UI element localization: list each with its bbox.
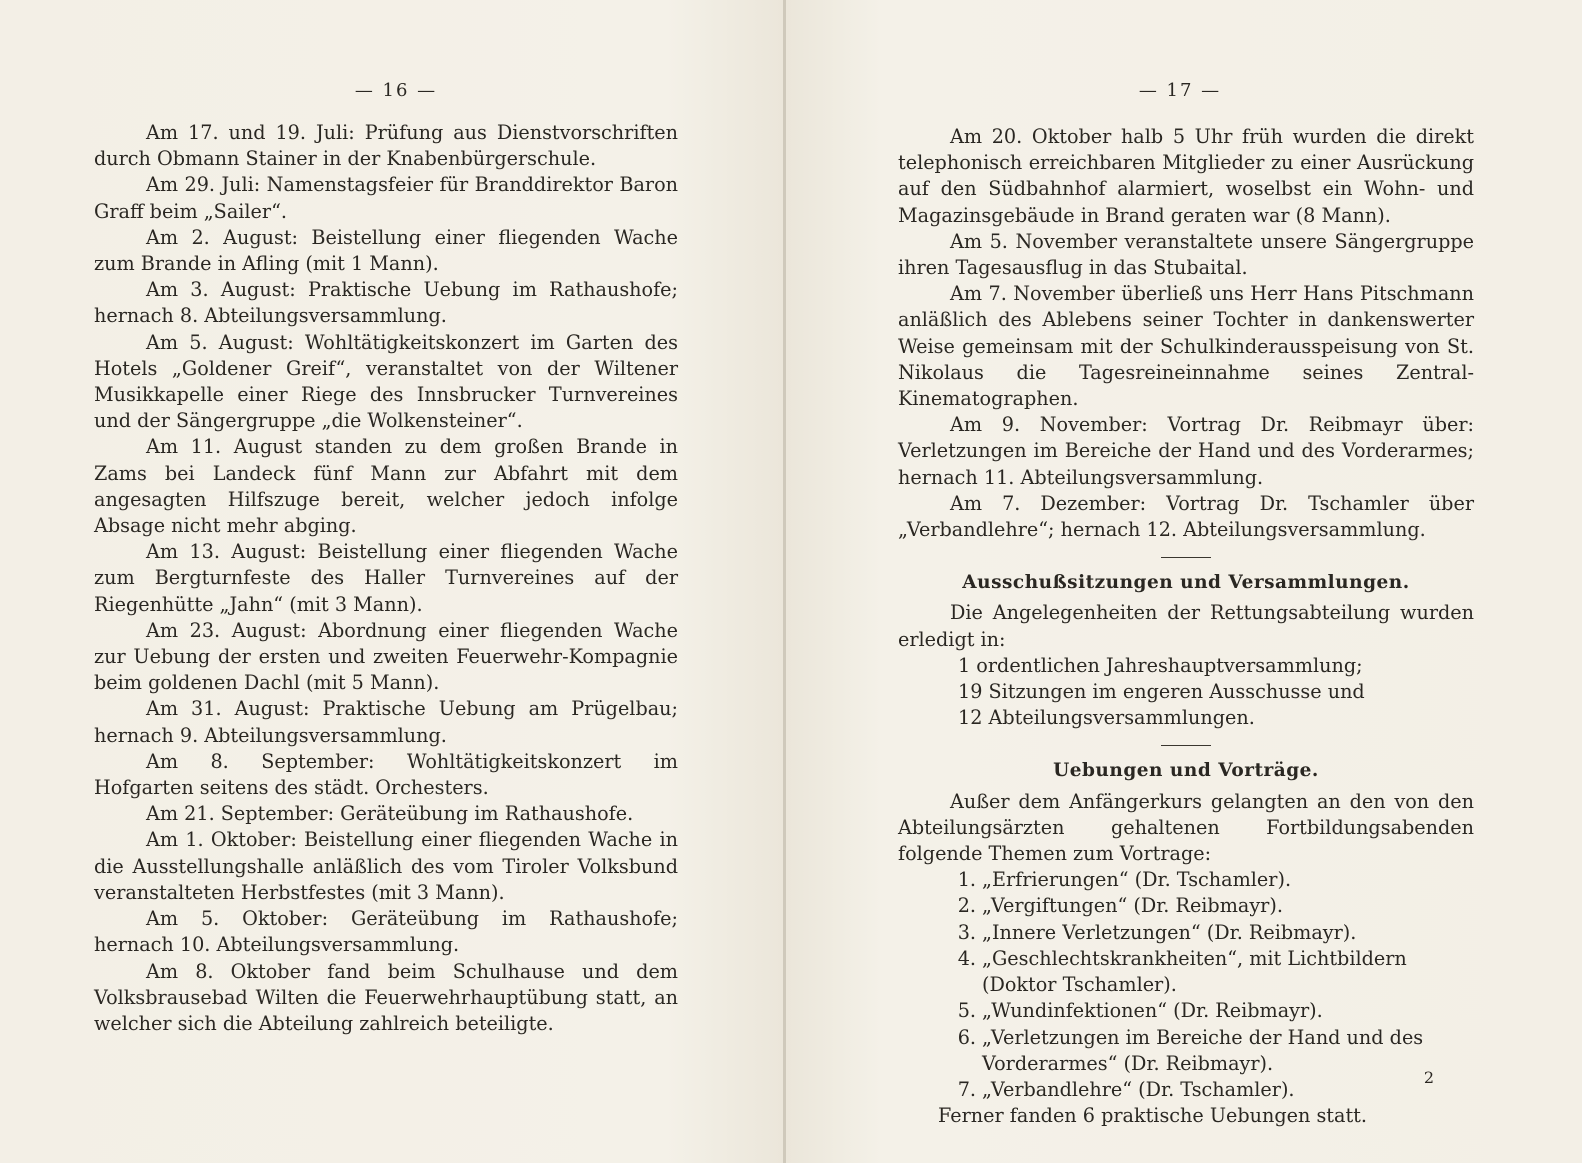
list-text: „Wundinfektionen“ (Dr. Reibmayr). (982, 999, 1323, 1023)
section-heading: Uebungen und Vorträge. (1053, 760, 1319, 782)
paragraph: Am 31. August: Praktische Uebung am Prügelbau; hernach 9. Abteilungsversammlung. (94, 697, 678, 747)
page-number-left: — 16 — (354, 80, 438, 101)
paragraph: Am 29. Juli: Namenstagsfeier für Branddirektor Baron Graff beim „Sailer“. (94, 173, 678, 223)
paragraph: Am 2. August: Beistellung einer fliegenden Wache zum Brande in Afling (mit 1 Mann). (94, 225, 678, 276)
section-divider (1161, 557, 1211, 558)
list-item: 19 Sitzungen im engeren Ausschusse und (958, 680, 1365, 704)
signature-mark: 2 (1423, 1068, 1434, 1087)
right-page (786, 0, 1582, 1163)
list-number: 7. (957, 1077, 976, 1101)
list-number: 5. (957, 999, 976, 1023)
paragraph: Am 8. Oktober fand beim Schulhause und dem Volksbrausebad Wilten die Feuerwehrhauptübung statt, an welcher sich die Abteilung zahlreich beteiligte. (94, 959, 678, 1035)
section-intro: Die Angelegenheiten der Rettungsabteilung wurden erledigt in: (898, 601, 1474, 651)
list-number: 2. (957, 894, 976, 918)
paragraph: Am 17. und 19. Juli: Prüfung aus Dienstvorschriften durch Obmann Stainer in der Knabenbürgerschule. (94, 121, 678, 171)
left-page-text (94, 120, 678, 1037)
list-text: „Verbandlehre“ (Dr. Tschamler). (982, 1077, 1295, 1101)
paragraph: Am 8. September: Wohltätigkeitskonzert im Hofgarten seitens des städt. Orchesters. (94, 749, 678, 800)
list-text: „Vergiftungen“ (Dr. Reibmayr). (982, 894, 1283, 918)
paragraph: Am 23. August: Abordnung einer fliegenden Wache zur Uebung der ersten und zweiten Feuerwehr-Kompagnie beim goldenen Dachl (mit 5 Mann). (94, 618, 678, 695)
list-item (898, 1025, 1474, 1077)
list-item (898, 1077, 1474, 1103)
closing-line: Ferner fanden 6 praktische Uebungen statt. (938, 1104, 1367, 1128)
list-text: „Erfrierungen“ (Dr. Tschamler). (982, 868, 1292, 892)
meetings-list (898, 653, 1474, 732)
list-item (898, 893, 1474, 919)
paragraph: Am 5. August: Wohltätigkeitskonzert im Garten des Hotels „Goldener Greif“, veranstaltet von der Wiltener Musikkapelle einer Riege des Innsbrucker Turnvereines und der Sängergruppe „die Wolkensteiner“. (94, 330, 678, 433)
right-page-text (898, 124, 1474, 1129)
section-heading: Ausschußsitzungen und Versammlungen. (962, 572, 1410, 594)
paragraph: Am 7. Dezember: Vortrag Dr. Tschamler über „Verbandlehre“; hernach 12. Abteilungsversammlung. (898, 491, 1474, 542)
paragraph: Am 20. Oktober halb 5 Uhr früh wurden die direkt telephonisch erreichbaren Mitglieder zu einer Ausrückung auf den Südbahnhof alarmiert, woselbst ein Wohn- und Magazinsgebäude in Brand geraten war (8 Mann). (898, 125, 1474, 227)
page-number-right: — 17 — (1138, 80, 1222, 101)
list-item (898, 998, 1474, 1024)
lecture-list (898, 867, 1474, 1103)
list-text: „Innere Verletzungen“ (Dr. Reibmayr). (982, 920, 1357, 944)
paragraph: Am 3. August: Praktische Uebung im Rathaushofe; hernach 8. Abteilungsversammlung. (94, 278, 678, 328)
list-number: 3. (957, 920, 976, 944)
list-item: 12 Abteilungsversammlungen. (958, 706, 1255, 730)
list-text: „Verletzungen im Bereiche der Hand und des Vorderarmes“ (Dr. Reibmayr). (982, 1025, 1424, 1075)
list-item (898, 920, 1474, 946)
paragraph: Am 1. Oktober: Beistellung einer fliegenden Wache in die Ausstellungshalle anläßlich des vom Tiroler Volksbund veranstalteten Herbstfestes (mit 3 Mann). (94, 828, 678, 904)
list-number: 4. (957, 946, 976, 970)
paragraph: Am 9. November: Vortrag Dr. Reibmayr über: Verletzungen im Bereiche der Hand und des Vorderarmes; hernach 11. Abteilungsversammlung. (898, 413, 1474, 489)
section-intro: Außer dem Anfängerkurs gelangten an den von den Abteilungsärzten gehaltenen Fortbildungsabenden folgende Themen zum Vortrage: (898, 789, 1474, 866)
list-text: „Geschlechtskrankheiten“, mit Lichtbildern (Doktor Tschamler). (982, 946, 1407, 997)
paragraph: Am 11. August standen zu dem großen Brande in Zams bei Landeck fünf Mann zur Abfahrt mit dem angesagten Hilfszuge bereit, welcher jedoch infolge Absage nicht mehr abging. (94, 435, 678, 538)
paragraph: Am 13. August: Beistellung einer fliegenden Wache zum Bergturnfeste des Haller Turnvereines auf der Riegenhütte „Jahn“ (mit 3 Mann). (94, 540, 678, 616)
list-item (898, 946, 1474, 998)
paragraph: Am 7. November überließ uns Herr Hans Pitschmann anläßlich des Ablebens seiner Tochter in dankenswerter Weise gemeinsam mit der Schulkinderausspeisung von St. Nikolaus die Tagesreineinnahme seines Zentral-Kinematographen. (898, 282, 1474, 411)
paragraph: Am 5. November veranstaltete unsere Sängergruppe ihren Tagesausflug in das Stubaital. (898, 229, 1474, 280)
paragraph: Am 5. Oktober: Geräteübung im Rathaushofe; hernach 10. Abteilungsversammlung. (94, 907, 678, 957)
list-item (898, 867, 1474, 893)
section-divider (1161, 745, 1211, 746)
list-number: 1. (957, 868, 976, 892)
list-item: 1 ordentlichen Jahreshauptversammlung; (958, 653, 1363, 677)
list-number: 6. (957, 1025, 976, 1049)
left-page (0, 0, 784, 1163)
paragraph: Am 21. September: Geräteübung im Rathaushofe. (146, 802, 634, 826)
